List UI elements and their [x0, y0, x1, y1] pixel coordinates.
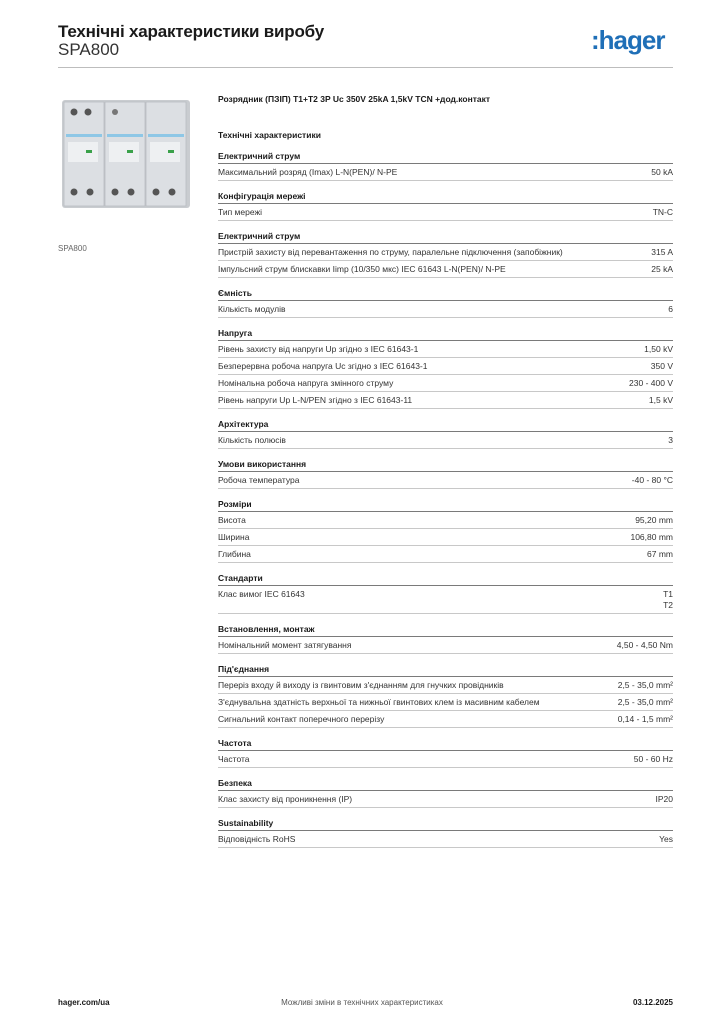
header-divider [58, 67, 673, 68]
spec-group-title: Частота [218, 738, 673, 751]
spec-label: Безперервна робоча напруга Uc згідно з IEC 61643-1 [218, 361, 428, 371]
spec-group [218, 191, 673, 221]
spec-label: Переріз входу й виходу із гвинтовим з'єднанням для гнучких провідників [218, 680, 504, 690]
spec-row [218, 392, 673, 409]
spec-row [218, 711, 673, 728]
spec-row [218, 831, 673, 848]
spec-value: 0,14 - 1,5 mm² [617, 714, 673, 724]
spec-row [218, 512, 673, 529]
spec-value: 1,50 kV [644, 344, 673, 354]
spec-row [218, 432, 673, 449]
spec-row [218, 637, 673, 654]
spec-label: Частота [218, 754, 250, 764]
product-description: Розрядник (ПЗІП) Т1+Т2 3P Uc 350V 25kA 1,5kV TCN +дод.контакт [218, 94, 491, 104]
spec-value: 350 V [650, 361, 673, 371]
hager-logo [591, 26, 679, 56]
spec-row [218, 375, 673, 392]
spec-group [218, 573, 673, 614]
spec-groups [218, 151, 673, 848]
spec-group-title: Ємність [218, 288, 673, 301]
image-caption: SPA800 [58, 244, 87, 253]
spec-value: 67 mm [647, 549, 673, 559]
spec-group [218, 499, 673, 563]
spec-label: Імпульсний струм блискавки Iimp (10/350 мкс) IEC 61643 L-N(PEN)/ N-PE [218, 264, 506, 274]
spec-label: Тип мережі [218, 207, 263, 217]
spec-label: Висота [218, 515, 246, 525]
spec-group-title: Sustainability [218, 818, 673, 831]
spec-group [218, 738, 673, 768]
page-title: Технічні характеристики виробу [58, 22, 324, 41]
spec-value: 4,50 - 4,50 Nm [616, 640, 673, 650]
spec-label: Сигнальний контакт поперечного перерізу [218, 714, 385, 724]
spec-group-title: Стандарти [218, 573, 673, 586]
spec-row [218, 244, 673, 261]
spec-row [218, 546, 673, 563]
spec-group [218, 664, 673, 728]
spec-group [218, 288, 673, 318]
specs-heading: Технічні характеристики [218, 130, 321, 140]
product-image [58, 94, 194, 214]
spec-group-title: Електричний струм [218, 231, 673, 244]
footer-date: 03.12.2025 [632, 998, 673, 1007]
spec-label: Ширина [218, 532, 250, 542]
spec-group-title: Умови використання [218, 459, 673, 472]
spec-value: 230 - 400 V [629, 378, 673, 388]
product-code: SPA800 [58, 40, 120, 59]
spec-value: 6 [668, 304, 673, 314]
spec-row [218, 751, 673, 768]
spec-group-title: Напруга [218, 328, 673, 341]
spec-value: IP20 [655, 794, 673, 804]
spec-row [218, 164, 673, 181]
spec-label: Рівень захисту від напруги Up згідно з IEC 61643-1 [218, 344, 419, 354]
spec-group [218, 328, 673, 409]
spec-label: Глибина [218, 549, 251, 559]
spec-value: 50 kA [651, 167, 673, 177]
spec-value: Yes [659, 834, 673, 844]
spec-label: Номінальна робоча напруга змінного струму [218, 378, 394, 388]
spec-row [218, 341, 673, 358]
spec-label: Пристрій захисту від перевантаження по струму, паралельне підключення (запобіжник) [218, 247, 563, 257]
spec-label: З'єднувальна здатність верхньої та нижньої гвинтових клем із масивним кабелем [218, 697, 540, 707]
spec-group [218, 151, 673, 181]
footer-website[interactable]: hager.com/ua [58, 998, 110, 1007]
spec-value: T1 T2 [663, 589, 673, 610]
spec-label: Максимальний розряд (Imax) L-N(PEN)/ N-PE [218, 167, 398, 177]
spec-row [218, 301, 673, 318]
spec-group-title: Безпека [218, 778, 673, 791]
spec-group-title: Розміри [218, 499, 673, 512]
spec-label: Клас захисту від проникнення (IP) [218, 794, 353, 804]
spec-value: 106,80 mm [630, 532, 673, 542]
spec-value: TN-C [652, 207, 673, 217]
logo-text: :hager [591, 26, 665, 55]
spec-row [218, 791, 673, 808]
spec-value: 50 - 60 Hz [633, 754, 673, 764]
spec-value: -40 - 80 °C [631, 475, 673, 485]
spec-label: Номінальний момент затягування [218, 640, 352, 650]
spec-group [218, 419, 673, 449]
spec-group-title: Встановлення, монтаж [218, 624, 673, 637]
spec-row [218, 204, 673, 221]
spec-group [218, 624, 673, 654]
spec-row [218, 529, 673, 546]
spec-group-title: Електричний струм [218, 151, 673, 164]
spec-label: Робоча температура [218, 475, 300, 485]
spec-value: 25 kA [651, 264, 673, 274]
spec-group [218, 231, 673, 278]
spec-group [218, 818, 673, 848]
spec-row [218, 358, 673, 375]
spec-row [218, 261, 673, 278]
spec-label: Відповідність RoHS [218, 834, 296, 844]
spec-value: 95,20 mm [635, 515, 673, 525]
spec-value: 3 [668, 435, 673, 445]
spec-label: Клас вимог IEC 61643 [218, 589, 305, 599]
spec-label: Рівень напруги Up L-N/PEN згідно з IEC 61643-11 [218, 395, 413, 405]
spec-group [218, 778, 673, 808]
spec-group-title: Під'єднання [218, 664, 673, 677]
spec-row [218, 586, 673, 614]
spec-label: Кількість полюсів [218, 435, 286, 445]
footer-note: Можливі зміни в технічних характеристиках [281, 998, 443, 1007]
spec-group [218, 459, 673, 489]
spec-content [218, 94, 673, 858]
spec-group-title: Архітектура [218, 419, 673, 432]
spec-value: 2,5 - 35,0 mm² [617, 680, 673, 690]
spec-label: Кількість модулів [218, 304, 286, 314]
spec-value: 315 A [651, 247, 673, 257]
spec-row [218, 694, 673, 711]
spec-row [218, 677, 673, 694]
spec-row [218, 472, 673, 489]
spec-value: 1,5 kV [648, 395, 673, 405]
spec-value: 2,5 - 35,0 mm² [617, 697, 673, 707]
spec-group-title: Конфігурація мережі [218, 191, 673, 204]
